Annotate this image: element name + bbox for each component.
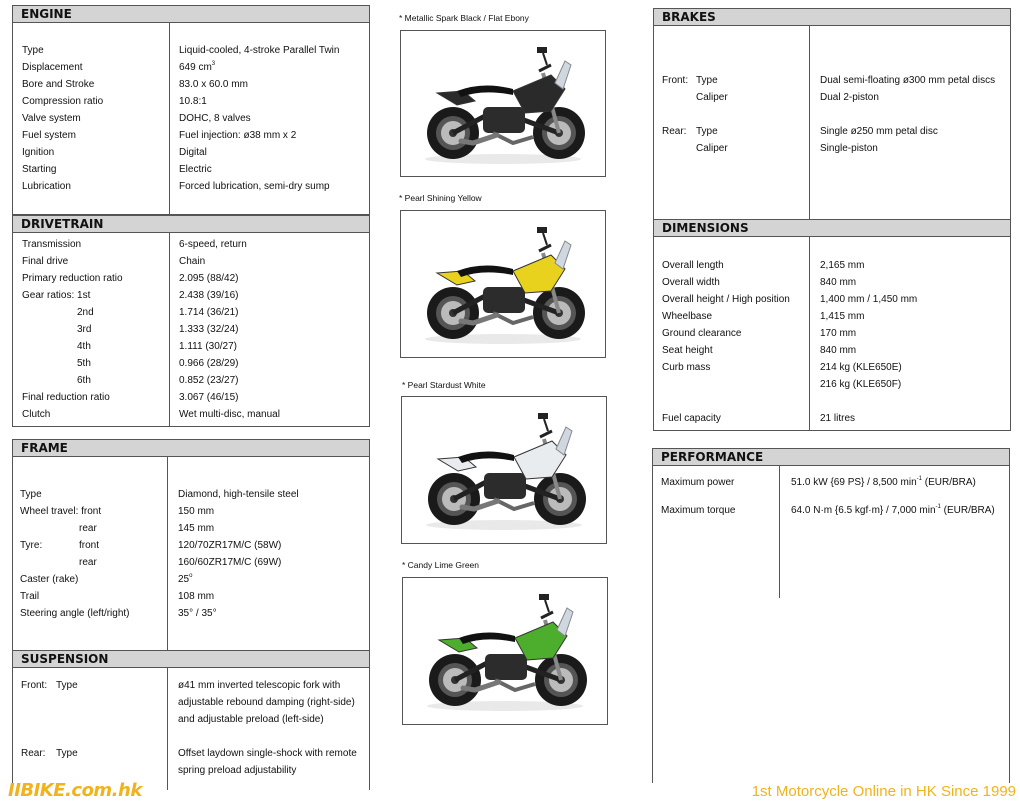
drivetrain-title: DRIVETRAIN [13, 216, 369, 233]
engine-row-value: 649 $cm^3$ [179, 60, 216, 73]
dimensions-row [654, 274, 1010, 291]
drivetrain-row-value: 1.714 (36/21) [179, 307, 239, 318]
dimensions-row-value: 2,165 mm [820, 260, 865, 271]
frame-row-value: 25$^o$ [178, 572, 193, 585]
drivetrain-row [13, 338, 369, 355]
drivetrain-row-label: 5th [77, 358, 91, 369]
dimensions-row-label: Overall width [662, 277, 720, 288]
engine-row-label: Valve system [22, 113, 81, 124]
performance-torque-value: 64.0 N·m {6.5 kgf·m} / 7,000 $\min^{-1} (EUR/BRA)$ [791, 503, 995, 516]
drivetrain-section [12, 215, 370, 427]
dimensions-row-value: 1,415 mm [820, 311, 865, 322]
drivetrain-row [13, 389, 369, 406]
dimensions-row-value: 214 kg (KLE650E) [820, 362, 902, 373]
dimensions-row-label: Wheelbase [662, 311, 713, 322]
dimensions-row-value: 840 mm [820, 345, 857, 356]
engine-row-value: Digital [179, 147, 207, 158]
suspension-rear-line: spring preload adjustability [178, 765, 297, 776]
frame-row-label: Caster (rake) [20, 574, 79, 585]
drivetrain-row [13, 270, 369, 287]
frame-row-value: Diamond, high-tensile steel [178, 489, 299, 500]
engine-row [13, 110, 369, 127]
drivetrain-row [13, 406, 369, 423]
engine-title: ENGINE [13, 6, 369, 23]
frame-row-label: Wheel travel: front [20, 506, 102, 517]
drivetrain-row [13, 287, 369, 304]
drivetrain-row-label: 4th [77, 341, 91, 352]
engine-row-label: Ignition [22, 147, 55, 158]
dimensions-row-label: Ground clearance [662, 328, 742, 339]
frame-row-sublabel: rear [79, 557, 97, 568]
dimensions-spec-list [654, 257, 1010, 427]
drivetrain-row-label: Clutch [22, 409, 51, 420]
drivetrain-row-value: 1.111 (30/27) [179, 341, 238, 352]
frame-row [13, 537, 369, 554]
bike-photo-green [402, 577, 608, 725]
engine-row-value: 10.8:1 [179, 96, 207, 107]
drivetrain-row-label: Primary reduction ratio [22, 273, 123, 284]
site-logo[interactable]: IIBIKE.com.hk [8, 780, 142, 801]
drivetrain-row-value: 3.067 (46/15) [179, 392, 239, 403]
frame-row-sublabel: front [79, 540, 100, 551]
suspension-section [12, 650, 370, 790]
drivetrain-spec-list [13, 236, 369, 423]
performance-power-label: Maximum power [661, 477, 735, 488]
brakes-caliper-label: Caliper [696, 143, 728, 154]
drivetrain-row [13, 253, 369, 270]
drivetrain-row-value: 0.966 (28/29) [179, 358, 239, 369]
dimensions-row-value: 216 kg (KLE650F) [820, 379, 902, 390]
frame-row-label: rear [79, 523, 97, 534]
engine-row-label: Type [22, 45, 44, 56]
suspension-rear-line: Offset laydown single-shock with remote [178, 748, 357, 759]
frame-section [12, 439, 370, 651]
engine-row-label: Lubrication [22, 181, 71, 192]
dimensions-row-label: Seat height [662, 345, 713, 356]
engine-row-label: Starting [22, 164, 57, 175]
motorcycle-image [401, 211, 605, 357]
frame-row [13, 605, 369, 622]
frame-row-value: 160/60ZR17M/C (69W) [178, 557, 282, 568]
suspension-front-label: Front: [21, 680, 48, 691]
bike-photo-black [400, 30, 606, 177]
drivetrain-row-label: 3rd [77, 324, 92, 335]
brakes-front-caliper: Dual 2-piston [820, 92, 879, 103]
frame-row-value: 108 mm [178, 591, 215, 602]
dimensions-row [654, 325, 1010, 342]
brakes-rear-label: Rear: [662, 126, 687, 137]
brakes-title: BRAKES [654, 9, 1010, 26]
motorcycle-image [401, 31, 605, 176]
drivetrain-row-label: Final drive [22, 256, 69, 267]
engine-row-value: Liquid-cooled, 4-stroke Parallel Twin [179, 45, 340, 56]
frame-row-value: 120/70ZR17M/C (58W) [178, 540, 282, 551]
engine-row-value: DOHC, 8 valves [179, 113, 251, 124]
engine-row [13, 178, 369, 195]
brakes-caliper-label: Caliper [696, 92, 728, 103]
dimensions-row-label: Overall length [662, 260, 724, 271]
frame-row [13, 503, 369, 520]
motorcycle-image [403, 578, 607, 724]
dimensions-row [654, 257, 1010, 274]
frame-row [13, 588, 369, 605]
engine-row-value: 83.0 x 60.0 mm [179, 79, 248, 90]
brakes-type-label: Type [696, 126, 718, 137]
frame-row-label: Trail [20, 591, 40, 602]
engine-row [13, 93, 369, 110]
dimensions-title: DIMENSIONS [654, 220, 1010, 237]
engine-row-label: Compression ratio [22, 96, 104, 107]
drivetrain-row-value: 6-speed, return [179, 239, 247, 250]
color-caption-yellow: * Pearl Shining Yellow [399, 193, 482, 203]
frame-spec-list [13, 486, 369, 622]
drivetrain-row [13, 372, 369, 389]
drivetrain-row [13, 304, 369, 321]
suspension-front-line: adjustable rebound damping (right-side) [178, 697, 355, 708]
suspension-title: SUSPENSION [13, 651, 369, 668]
engine-row-value: Fuel injection: ø38 mm x 2 [179, 130, 297, 141]
frame-row [13, 520, 369, 537]
performance-section [652, 448, 1010, 783]
frame-row-label: Steering angle (left/right) [20, 608, 130, 619]
drivetrain-row-value: 0.852 (23/27) [179, 375, 239, 386]
dimensions-row-value: 21 litres [820, 413, 856, 424]
drivetrain-row-label: 2nd [77, 307, 94, 318]
drivetrain-row-value: Chain [179, 256, 206, 267]
drivetrain-row-label: 6th [77, 375, 91, 386]
suspension-rear-type-label: Type [56, 748, 78, 759]
frame-row-label: Type [20, 489, 42, 500]
suspension-front-line: ø41 mm inverted telescopic fork with [178, 680, 341, 691]
frame-row-value: 145 mm [178, 523, 215, 534]
engine-row [13, 59, 369, 76]
bike-photo-white [401, 396, 607, 544]
site-slogan: 1st Motorcycle Online in HK Since 1999 [751, 783, 1016, 800]
drivetrain-row-label: Transmission [22, 239, 82, 250]
engine-spec-list [13, 42, 369, 195]
frame-row [13, 554, 369, 571]
engine-row [13, 76, 369, 93]
performance-power-value: 51.0 kW {69 PS} / 8,500 $\min^{-1} (EUR/BRA)$ [791, 475, 976, 488]
suspension-front-type-label: Type [56, 680, 78, 691]
engine-row-label: Bore and Stroke [22, 79, 95, 90]
motorcycle-image [402, 397, 606, 543]
dimensions-row-label: Curb mass [662, 362, 711, 373]
dimensions-row-value: 1,400 mm / 1,450 mm [820, 294, 918, 305]
drivetrain-row [13, 321, 369, 338]
brakes-front-type: Dual semi-floating ø300 mm petal discs [820, 75, 996, 86]
frame-row-value: 35° / 35° [178, 608, 217, 619]
dimensions-row [654, 359, 1010, 376]
frame-row-label: Tyre: [20, 540, 43, 551]
brakes-front-label: Front: [662, 75, 689, 86]
engine-row-label: Displacement [22, 62, 83, 73]
drivetrain-row-value: 2.438 (39/16) [179, 290, 239, 301]
color-caption-black: * Metallic Spark Black / Flat Ebony [399, 13, 529, 23]
dimensions-row [654, 342, 1010, 359]
frame-row [13, 486, 369, 503]
frame-row-value: 150 mm [178, 506, 215, 517]
drivetrain-row-label: Final reduction ratio [22, 392, 110, 403]
dimensions-section [653, 219, 1011, 431]
dimensions-row-value: 840 mm [820, 277, 857, 288]
engine-row [13, 42, 369, 59]
engine-section [12, 5, 370, 215]
drivetrain-row [13, 355, 369, 372]
dimensions-row [654, 291, 1010, 308]
engine-row-value: Forced lubrication, semi-dry sump [179, 181, 330, 192]
color-caption-white: * Pearl Stardust White [402, 380, 486, 390]
performance-torque-label: Maximum torque [661, 505, 736, 516]
engine-row-value: Electric [179, 164, 212, 175]
brakes-type-label: Type [696, 75, 718, 86]
drivetrain-row-label: Gear ratios: 1st [22, 290, 91, 301]
drivetrain-row-value: 1.333 (32/24) [179, 324, 239, 335]
engine-row [13, 161, 369, 178]
engine-row [13, 144, 369, 161]
dimensions-row [654, 410, 1010, 427]
drivetrain-row-value: 2.095 (88/42) [179, 273, 239, 284]
brakes-section [653, 8, 1011, 220]
brakes-rear-type: Single ø250 mm petal disc [820, 126, 938, 137]
suspension-rear-label: Rear: [21, 748, 46, 759]
dimensions-row-label: Fuel capacity [662, 413, 721, 424]
suspension-front-line: and adjustable preload (left-side) [178, 714, 324, 725]
performance-title: PERFORMANCE [653, 449, 1009, 466]
frame-title: FRAME [13, 440, 369, 457]
bike-photo-yellow [400, 210, 606, 358]
dimensions-row-label: Overall height / High position [662, 294, 790, 305]
brakes-rear-caliper: Single-piston [820, 143, 878, 154]
dimensions-row-value: 170 mm [820, 328, 857, 339]
dimensions-row [654, 376, 1010, 393]
drivetrain-row-value: Wet multi-disc, manual [179, 409, 280, 420]
color-caption-green: * Candy Lime Green [402, 560, 480, 570]
engine-row [13, 127, 369, 144]
drivetrain-row [13, 236, 369, 253]
engine-row-label: Fuel system [22, 130, 76, 141]
dimensions-row [654, 308, 1010, 325]
frame-row [13, 571, 369, 588]
